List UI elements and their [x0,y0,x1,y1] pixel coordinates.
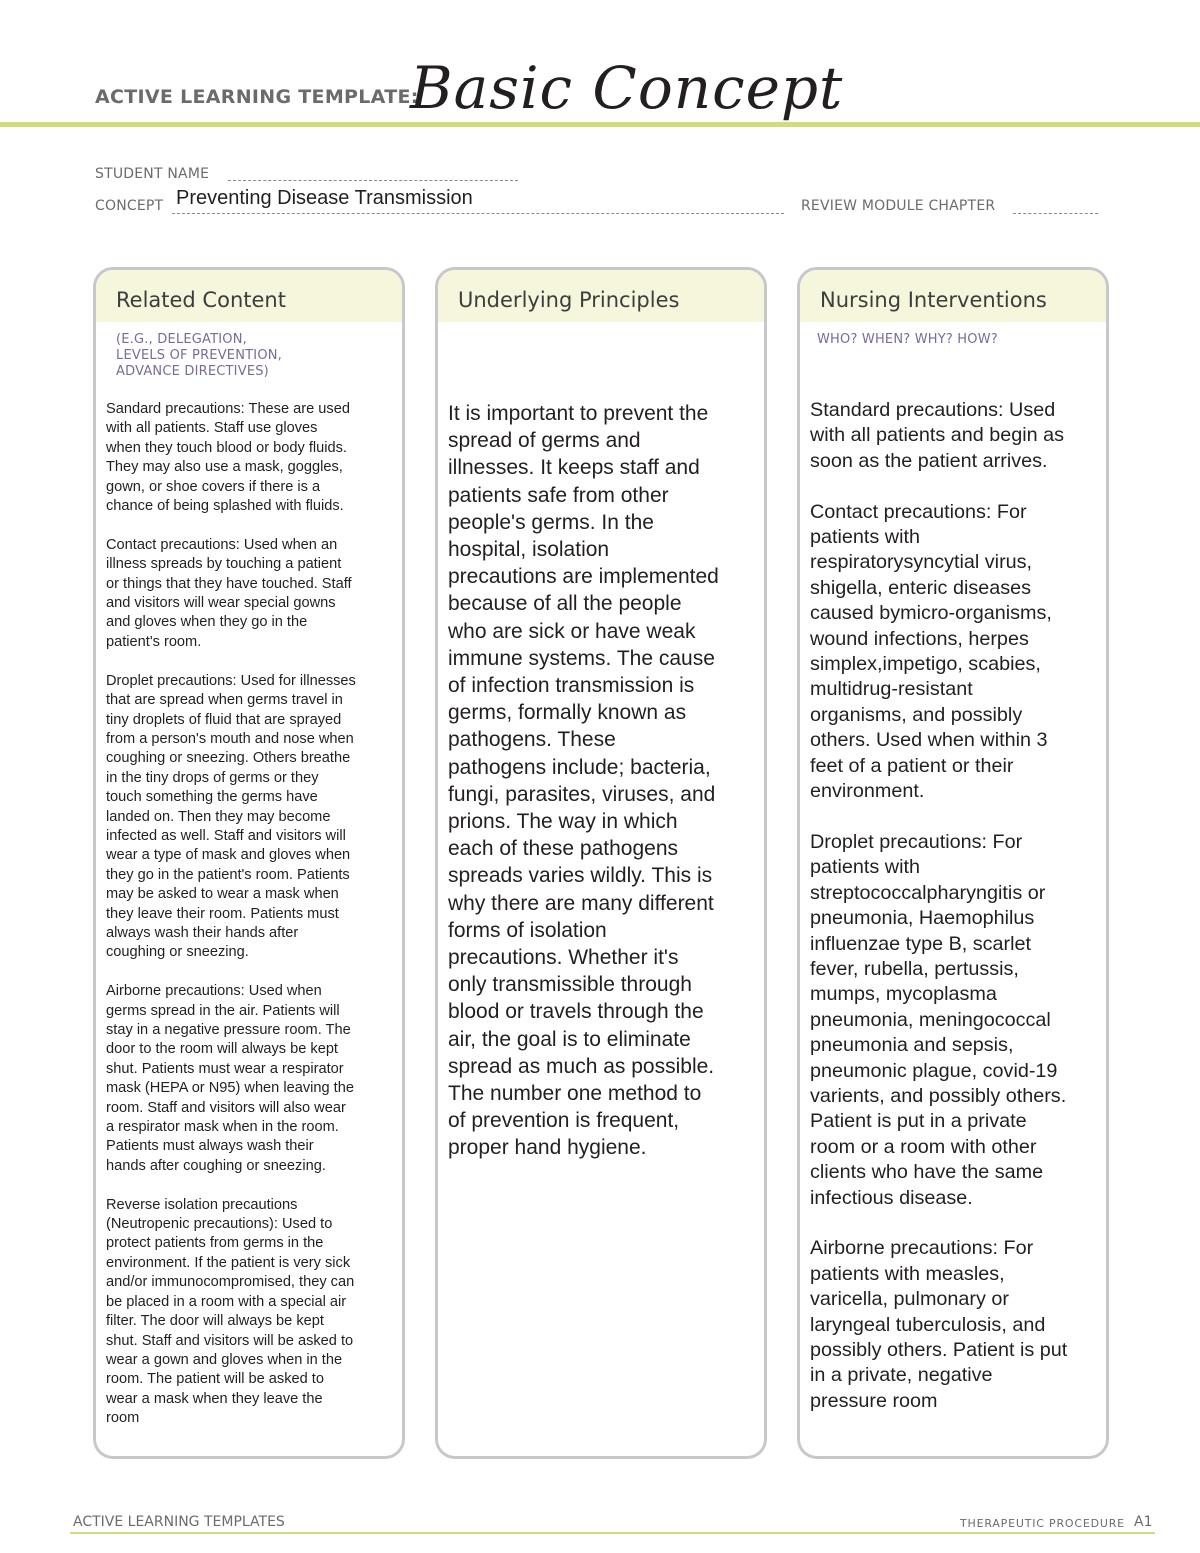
related-content-title: Related Content [116,288,286,312]
footer-page-number: A1 [1134,1514,1153,1530]
nursing-interventions-header [800,270,1106,322]
underlying-principles-title: Underlying Principles [458,288,680,312]
concept-label: CONCEPT [95,198,164,214]
student-name-label: STUDENT NAME [95,166,210,182]
student-name-field[interactable] [228,180,518,181]
underlying-principles-panel [435,267,767,1459]
related-content-panel [93,267,405,1459]
underlying-principles-header [438,270,764,322]
nursing-interventions-title: Nursing Interventions [820,288,1047,312]
review-module-label: REVIEW MODULE CHAPTER [801,198,996,214]
template-label: ACTIVE LEARNING TEMPLATE: [95,86,419,108]
related-content-text[interactable]: Sandard precautions: These are used with all patients. Staff use gloves when they touch blood or body fluids. They may also use a mask, goggles, gown, or shoe covers if there is a chance of being splashed with fluids. Contact precautions: Used when an illness spreads by touching a patient or things that they have touched. Staff and visitors will wear special gowns and gloves when they go in the patient's room. Droplet precautions: Used for illnesses that are spread when germs travel in tiny droplets of fluid that are sprayed from a person's mouth and nose when coughing or sneezing. Others breathe in the tiny drops of germs or they touch something the germs have landed on. Then they may become infected as well. Staff and visitors will wear a type of mask and gloves when they go in the patient's room. Patients may be asked to wear a mask when they leave their room. Patients must always wash their hands after coughing or sneezing. Airborne precautions: Used when germs spread in the air. Patients will stay in a negative pressure room. The door to the room will always be kept shut. Patients must wear a respirator mask (HEPA or N95) when leaving the room. Staff and visitors will also wear a respirator mask when in the room. Patients must always wash their hands after coughing or sneezing. Reverse isolation precautions (Neutropenic precautions): Used to protect patients from germs in the environment. If the patient is very sick and/or immunocompromised, they can be placed in a room with a special air filter. The door will always be kept shut. Staff and visitors will be asked to wear a gown and gloves when in the room. The patient will be asked to wear a mask when they leave the room [106,401,356,1427]
nursing-interventions-subtitle: WHO? WHEN? WHY? HOW? [817,332,998,347]
footer-section-label: THERAPEUTIC PROCEDURE [960,1517,1125,1530]
nursing-interventions-text[interactable]: Standard precautions: Used with all patients and begin as soon as the patient arrives. Contact precautions: For patients with respiratorysyncytial virus, shigella, enteric diseases caused bymicro-organisms, wound infections, herpes simplex,impetigo, scabies, multidrug-resistant organisms, and possibly others. Used when within 3 feet of a patient or their environment. Droplet precautions: For patients with streptococcalpharyngitis or pneumonia, Haemophilus influenzae type B, scarlet fever, rubella, pertussis, mumps, mycoplasma pneumonia, meningococcal pneumonia and sepsis, pneumonic plague, covid-19 varients, and possibly others. Patient is put in a private room or a room with other clients who have the same infectious disease. Airborne precautions: For patients with measles, varicella, pulmonary or laryngeal tuberculosis, and possibly others. Patient is put in a private, negative pressure room [810,399,1068,1412]
nursing-interventions-panel [797,267,1109,1459]
review-module-field[interactable] [1013,213,1098,214]
footer-templates-label: ACTIVE LEARNING TEMPLATES [73,1514,285,1530]
page-title: Basic Concept [410,54,844,122]
concept-field[interactable]: Preventing Disease Transmission [176,187,473,209]
footer-divider [70,1532,1155,1534]
header-divider [0,122,1200,127]
related-content-header [96,270,402,322]
related-content-subtitle: (E.G., DELEGATION, LEVELS OF PREVENTION, ADVANCE DIRECTIVES) [116,332,283,379]
underlying-principles-text[interactable]: It is important to prevent the spread of germs and illnesses. It keeps staff and patients safe from other people's germs. In the hospital, isolation precautions are implemented because of all the people who are sick or have weak immune systems. The cause of infection transmission is germs, formally known as pathogens. These pathogens include; bacteria, fungi, parasites, viruses, and prions. The way in which each of these pathogens spreads varies wildly. This is why there are many different forms of isolation precautions. Whether it's only transmissible through blood or travels through the air, the goal is to eliminate spread as much as possible. The number one method to of prevention is frequent, proper hand hygiene. [448,402,719,1160]
concept-field-line [172,213,784,214]
